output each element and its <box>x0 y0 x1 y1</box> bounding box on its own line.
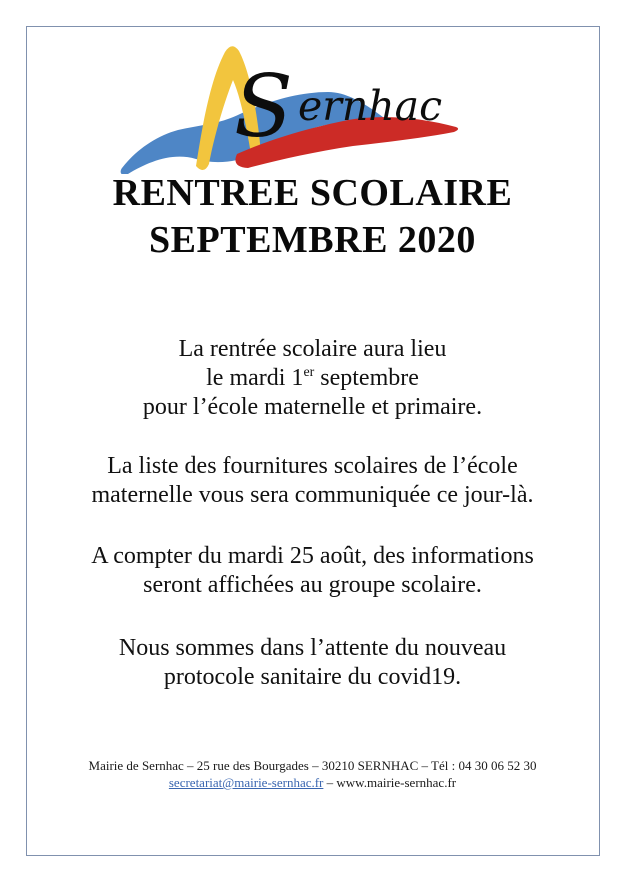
paragraph-line: Nous sommes dans l’attente du nouveau <box>118 635 507 661</box>
paragraph-line: seront affichées au groupe scolaire. <box>143 572 482 598</box>
email-link[interactable]: secretariat@mairie-sernhac.fr <box>168 775 324 790</box>
date-text-rest: septembre <box>314 365 419 391</box>
paragraph-line: La liste des fournitures scolaires de l’école <box>107 453 518 479</box>
paragraph-protocole <box>0 634 625 692</box>
paragraph-fournitures <box>0 452 625 510</box>
title-line-1: RENTREE SCOLAIRE <box>112 172 513 214</box>
footer-contact-line <box>0 774 625 791</box>
paragraph-line: La rentrée scolaire aura lieu <box>178 336 447 362</box>
paragraph-line <box>0 364 625 393</box>
sernhac-logo <box>108 36 460 174</box>
footer-separator: – <box>323 775 337 790</box>
title-line-2: SEPTEMBRE 2020 <box>149 219 476 261</box>
logo-wordmark: S ernhac <box>234 57 443 157</box>
paragraph-line: A compter du mardi 25 août, des informations <box>91 543 534 569</box>
paragraph-line: maternelle vous sera communiquée ce jour-là. <box>91 482 534 508</box>
date-text: le mardi 1 <box>206 365 304 391</box>
document-title <box>0 170 625 264</box>
paragraph-line: protocole sanitaire du covid19. <box>163 664 462 690</box>
paragraph-informations <box>0 542 625 600</box>
paragraph-rentree-date <box>0 335 625 422</box>
paragraph-line: pour l’école maternelle et primaire. <box>142 394 483 420</box>
website-text: www.mairie-sernhac.fr <box>336 775 457 790</box>
footer <box>0 757 625 791</box>
ordinal-superscript: er <box>303 365 315 380</box>
footer-address-line: Mairie de Sernhac – 25 rue des Bourgades – 30210 SERNHAC – Tél : 04 30 06 52 30 <box>88 758 537 773</box>
